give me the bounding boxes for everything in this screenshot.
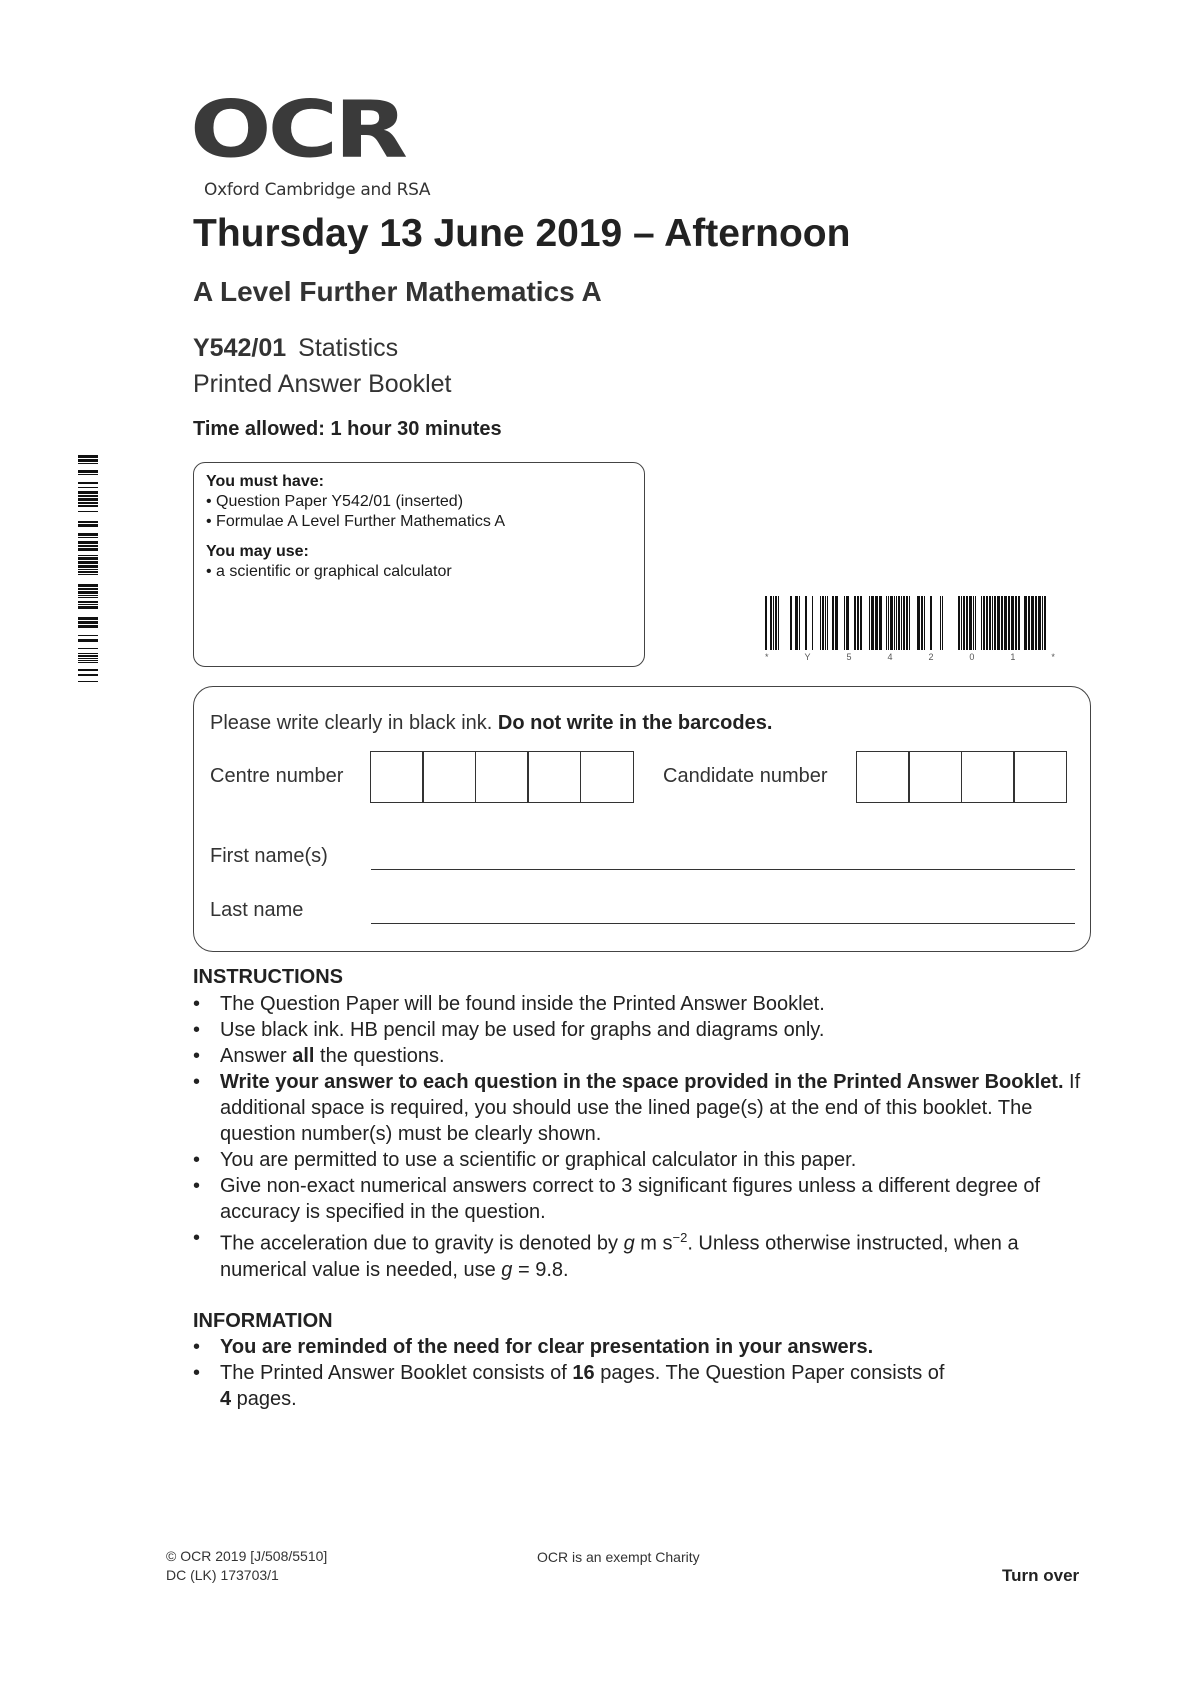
instructions-list (193, 991, 1093, 1283)
instruction-item: • The Question Paper will be found inside the Printed Answer Booklet. (193, 991, 1093, 1017)
instruction-item: • You are permitted to use a scientific or graphical calculator in this paper. (193, 1147, 1093, 1173)
centre-digit-box[interactable] (580, 751, 634, 803)
instruction-item: • The acceleration due to gravity is denoted by g m $s^{-2}$. Unless otherwise instructed, when a numerical value is needed, use g = 9.8. (193, 1225, 1093, 1283)
centre-number-label: Centre number (210, 765, 344, 787)
ink-instruction: Please write clearly in black ink. Do not write in the barcodes. (210, 712, 773, 734)
qualification-title: A Level Further Mathematics A (193, 276, 602, 307)
may-use-heading: You may use: (206, 543, 309, 560)
turn-over: Turn over (1002, 1566, 1080, 1585)
candidate-digit-box[interactable] (1013, 751, 1067, 803)
information-heading: INFORMATION (193, 1310, 333, 1332)
charity-note: OCR is an exempt Charity (537, 1549, 700, 1565)
paper-code: Y542/01 (193, 334, 287, 362)
centre-digit-box[interactable] (527, 751, 581, 803)
information-item: • You are reminded of the need for clear presentation in your answers. (193, 1334, 1093, 1360)
document-code: DC (LK) 173703/1 (166, 1567, 279, 1583)
centre-digit-box[interactable] (422, 751, 476, 803)
last-name-label: Last name (210, 899, 304, 921)
instructions-heading: INSTRUCTIONS (193, 966, 343, 988)
requirements-box (193, 462, 645, 667)
centre-number-field[interactable] (371, 751, 634, 803)
candidate-digit-box[interactable] (961, 751, 1015, 803)
logo-mark: OCR (190, 83, 404, 176)
time-allowed: Time allowed: 1 hour 30 minutes (193, 418, 502, 440)
candidate-digit-box[interactable] (856, 751, 910, 803)
copyright: © OCR 2019 [J/508/5510] (166, 1548, 328, 1564)
may-use-item: • a scientific or graphical calculator (206, 563, 452, 580)
side-barcode (72, 455, 98, 685)
booklet-type: Printed Answer Booklet (193, 370, 452, 398)
instruction-item: • Use black ink. HB pencil may be used for graphs and diagrams only. (193, 1017, 1093, 1043)
centre-digit-box[interactable] (475, 751, 529, 803)
must-have-heading: You must have: (206, 473, 324, 490)
logo-subtitle: Oxford Cambridge and RSA (204, 180, 431, 200)
ocr-logo (190, 83, 431, 200)
candidate-digit-box[interactable] (908, 751, 962, 803)
candidate-number-field[interactable] (857, 751, 1067, 803)
first-name-label: First name(s) (210, 845, 328, 867)
main-barcode (765, 596, 1055, 650)
must-have-item: • Question Paper Y542/01 (inserted) (206, 493, 464, 510)
information-list (193, 1334, 1093, 1412)
must-have-item: • Formulae A Level Further Mathematics A (206, 513, 506, 530)
first-name-field[interactable] (371, 869, 1075, 870)
exam-date-heading: Thursday 13 June 2019 – Afternoon (193, 212, 851, 255)
barcode-digits: * Y 5 4 2 0 1 * (765, 652, 1055, 662)
instruction-item: • Write your answer to each question in the space provided in the Printed Answer Booklet. If additional space is required, you should use the lined page(s) at the end of this booklet. The question number(s) must be clearly shown. (193, 1069, 1093, 1147)
centre-digit-box[interactable] (370, 751, 424, 803)
instruction-item: • Answer all the questions. (193, 1043, 1093, 1069)
paper-code-line (193, 334, 398, 363)
last-name-field[interactable] (371, 923, 1075, 924)
paper-name: Statistics (298, 334, 399, 362)
information-item: • The Printed Answer Booklet consists of 16 pages. The Question Paper consists of 4 pages. (193, 1360, 1093, 1412)
instruction-item: • Give non-exact numerical answers correct to 3 significant figures unless a different degree of accuracy is specified in the question. (193, 1173, 1093, 1225)
candidate-number-label: Candidate number (663, 765, 828, 787)
